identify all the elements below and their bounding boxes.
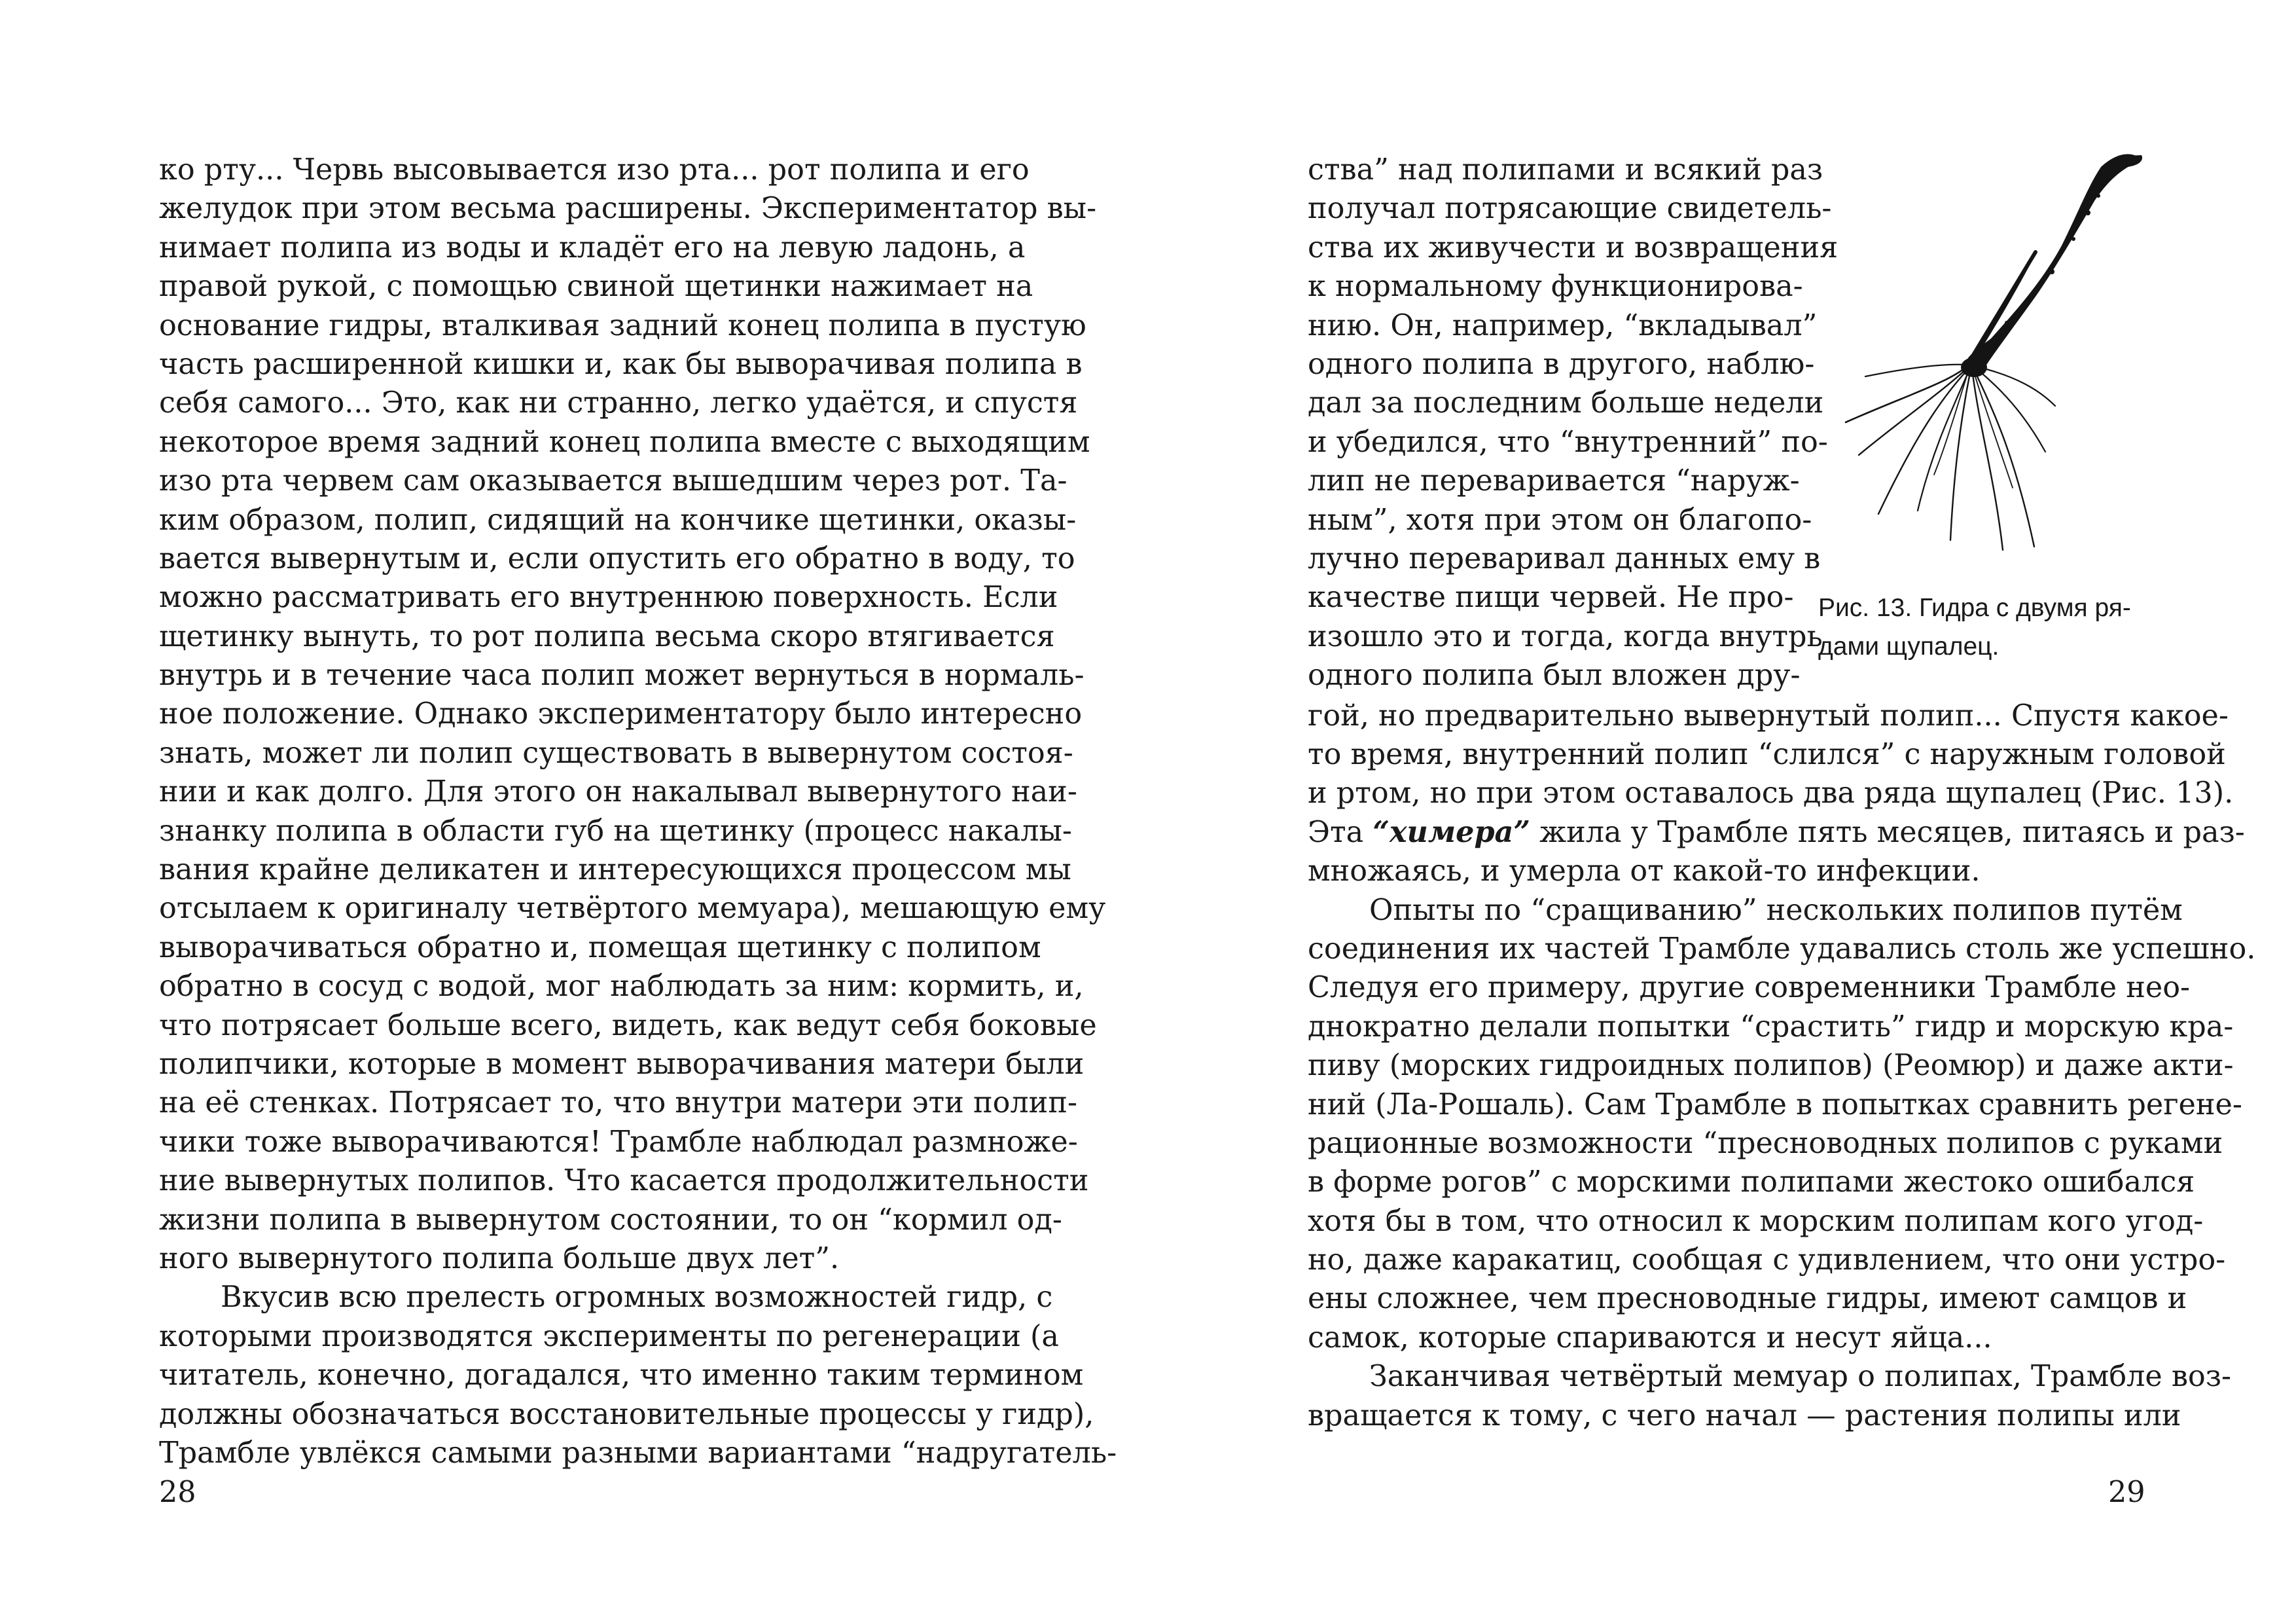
text-line: ким образом, полип, сидящий на кончике щетинки, оказы- xyxy=(159,503,1077,537)
text-line: знать, может ли полип существовать в вывернутом состоя- xyxy=(159,736,1073,770)
text-line: ного вывернутого полипа больше двух лет”. xyxy=(159,1241,840,1275)
text-line: хотя бы в том, что относил к морским полипам кого угод- xyxy=(1308,1204,2204,1238)
text-line: основание гидры, вталкивая задний конец полипа в пустую xyxy=(159,308,1086,342)
text-line: Опыты по “сращиванию” нескольких полипов путём xyxy=(1369,893,2183,927)
text-line: нимает полипа из воды и кладёт его на левую ладонь, а xyxy=(159,230,1026,264)
text-line: полипчики, которые в момент выворачивания матери были xyxy=(159,1047,1085,1081)
hydra-figure xyxy=(1820,147,2147,583)
text-line: вается вывернутым и, если опустить его обратно в воду, то xyxy=(159,541,1075,575)
right-page-wrapped-text xyxy=(1308,151,1839,695)
text-line: чики тоже выворачиваются! Трамбле наблюдал размноже- xyxy=(159,1125,1078,1159)
text-segment: жила у Трамбле пять месяцев, питаясь и раз- xyxy=(1530,815,2245,849)
text-line: одного полипа в другого, наблю- xyxy=(1308,347,1815,381)
text-line: Трамбле увлёкся самыми разными вариантами “надругатель- xyxy=(159,1436,1117,1470)
text-line: вания крайне деликатен и интересующихся процессом мы xyxy=(159,853,1071,887)
hydra-illustration xyxy=(1820,147,2147,583)
text-line: внутрь и в течение часа полип может вернуться в нормаль- xyxy=(159,659,1085,693)
text-line: что потрясает больше всего, видеть, как ведут себя боковые xyxy=(159,1008,1097,1042)
text-line: изо рта червем сам оказывается вышедшим через рот. Та- xyxy=(159,464,1067,498)
text-line: ства их живучести и возвращения xyxy=(1308,230,1839,264)
text-line: которыми производятся эксперименты по регенерации (а xyxy=(159,1319,1059,1353)
text-line: то время, внутренний полип “слился” с наружным головой xyxy=(1308,737,2226,771)
text-line: в форме рогов” с морскими полипами жестоко ошибался xyxy=(1308,1165,2195,1199)
text-line: рационные возможности “пресноводных полипов с руками xyxy=(1308,1126,2223,1160)
text-segment: Эта xyxy=(1308,815,1373,849)
text-line: правой рукой, с помощью свиной щетинки нажимает на xyxy=(159,270,1033,304)
figure-caption xyxy=(1818,589,2152,667)
text-line: качестве пищи червей. Не про- xyxy=(1308,581,1794,615)
text-line: должны обозначаться восстановительные процессы у гидр), xyxy=(159,1397,1094,1431)
text-line: днократно делали попытки “срастить” гидр и морскую кра- xyxy=(1308,1010,2234,1044)
text-line: часть расширенной кишки и, как бы выворачивая полипа в xyxy=(159,347,1083,381)
text-line: гой, но предварительно вывернутый полип... Спустя какое- xyxy=(1308,699,2229,733)
text-line: знанку полипа в области губ на щетинку (процесс накалы- xyxy=(159,814,1072,848)
text-line: одного полипа был вложен дру- xyxy=(1308,659,1801,693)
text-line: и убедился, что “внутренний” по- xyxy=(1308,425,1828,459)
text-line: но, даже каракатиц, сообщая с удивлением, что они устро- xyxy=(1308,1243,2226,1277)
text-line: вращается к тому, с чего начал — растения полипы или xyxy=(1308,1398,2181,1432)
text-line: ко рту... Червь высовывается изо рта... рот полипа и его xyxy=(159,153,1030,187)
caption-line: дами щупалец. xyxy=(1818,632,2000,661)
text-line: множаясь, и умерла от какой-то инфекции. xyxy=(1308,854,1981,888)
text-line: щетинку вынуть, то рот полипа весьма скоро втягивается xyxy=(159,619,1055,653)
text-line: Заканчивая четвёртый мемуар о полипах, Трамбле воз- xyxy=(1369,1360,2232,1394)
text-line: лип не переваривается “наруж- xyxy=(1308,464,1800,498)
text-line: изошло это и тогда, когда внутрь xyxy=(1308,619,1823,653)
text-line-chimera xyxy=(1308,813,2245,852)
text-line: нии и как долго. Для этого он накалывал вывернутого наи- xyxy=(159,775,1077,809)
text-line: ства” над полипами и всякий раз xyxy=(1308,153,1823,187)
text-line: самок, которые спариваются и несут яйца... xyxy=(1308,1321,1992,1355)
right-page-body-text xyxy=(1308,697,2256,1435)
text-line: Следуя его примеру, другие современники Трамбле нео- xyxy=(1308,971,2191,1005)
caption-line: Рис. 13. Гидра с двумя ря- xyxy=(1818,594,2131,622)
text-line: соединения их частей Трамбле удавались столь же успешно. xyxy=(1308,932,2256,966)
text-line: ное положение. Однако экспериментатору было интересно xyxy=(159,697,1083,731)
text-line: дал за последним больше недели xyxy=(1308,386,1824,420)
text-line: можно рассматривать его внутреннюю поверхность. Если xyxy=(159,581,1058,615)
left-page-body-text xyxy=(159,151,1117,1472)
text-line: желудок при этом весьма расширены. Экспериментатор вы- xyxy=(159,192,1097,226)
text-line: и ртом, но при этом оставалось два ряда щупалец (Рис. 13). xyxy=(1308,776,2234,811)
text-line: Вкусив всю прелесть огромных возможностей гидр, с xyxy=(221,1281,1053,1315)
text-line: выворачиваться обратно и, помещая щетинку с полипом xyxy=(159,930,1041,964)
text-line: получал потрясающие свидетель- xyxy=(1308,192,1832,226)
text-line: лучно переваривал данных ему в xyxy=(1308,541,1821,575)
text-line: себя самого... Это, как ни странно, легко удаётся, и спустя xyxy=(159,386,1078,420)
text-line: на её стенках. Потрясает то, что внутри матери эти полип- xyxy=(159,1086,1078,1120)
emphasized-term: “химера” xyxy=(1372,814,1530,849)
text-line: ены сложнее, чем пресноводные гидры, имеют самцов и xyxy=(1308,1282,2187,1316)
text-line: ным”, хотя при этом он благопо- xyxy=(1308,503,1812,537)
text-line: некоторое время задний конец полипа вместе с выходящим xyxy=(159,425,1090,459)
text-line: нию. Он, например, “вкладывал” xyxy=(1308,308,1818,342)
text-line: ний (Ла-Рошаль). Сам Трамбле в попытках сравнить регене- xyxy=(1308,1087,2242,1122)
text-line: к нормальному функционирова- xyxy=(1308,270,1803,304)
text-line: ние вывернутых полипов. Что касается продолжительности xyxy=(159,1164,1089,1198)
text-line: читатель, конечно, догадался, что именно таким термином xyxy=(159,1359,1084,1393)
text-line: обратно в сосуд с водой, мог наблюдать за ним: кормить, и, xyxy=(159,970,1084,1004)
page-number: 28 xyxy=(159,1476,196,1509)
text-line: пиву (морских гидроидных полипов) (Реомюр) и даже акти- xyxy=(1308,1049,2234,1083)
text-line: отсылаем к оригиналу четвёртого мемуара), мешающую ему xyxy=(159,892,1106,926)
text-line: жизни полипа в вывернутом состоянии, то он “кормил од- xyxy=(159,1203,1062,1237)
page-number: 29 xyxy=(2108,1476,2145,1509)
